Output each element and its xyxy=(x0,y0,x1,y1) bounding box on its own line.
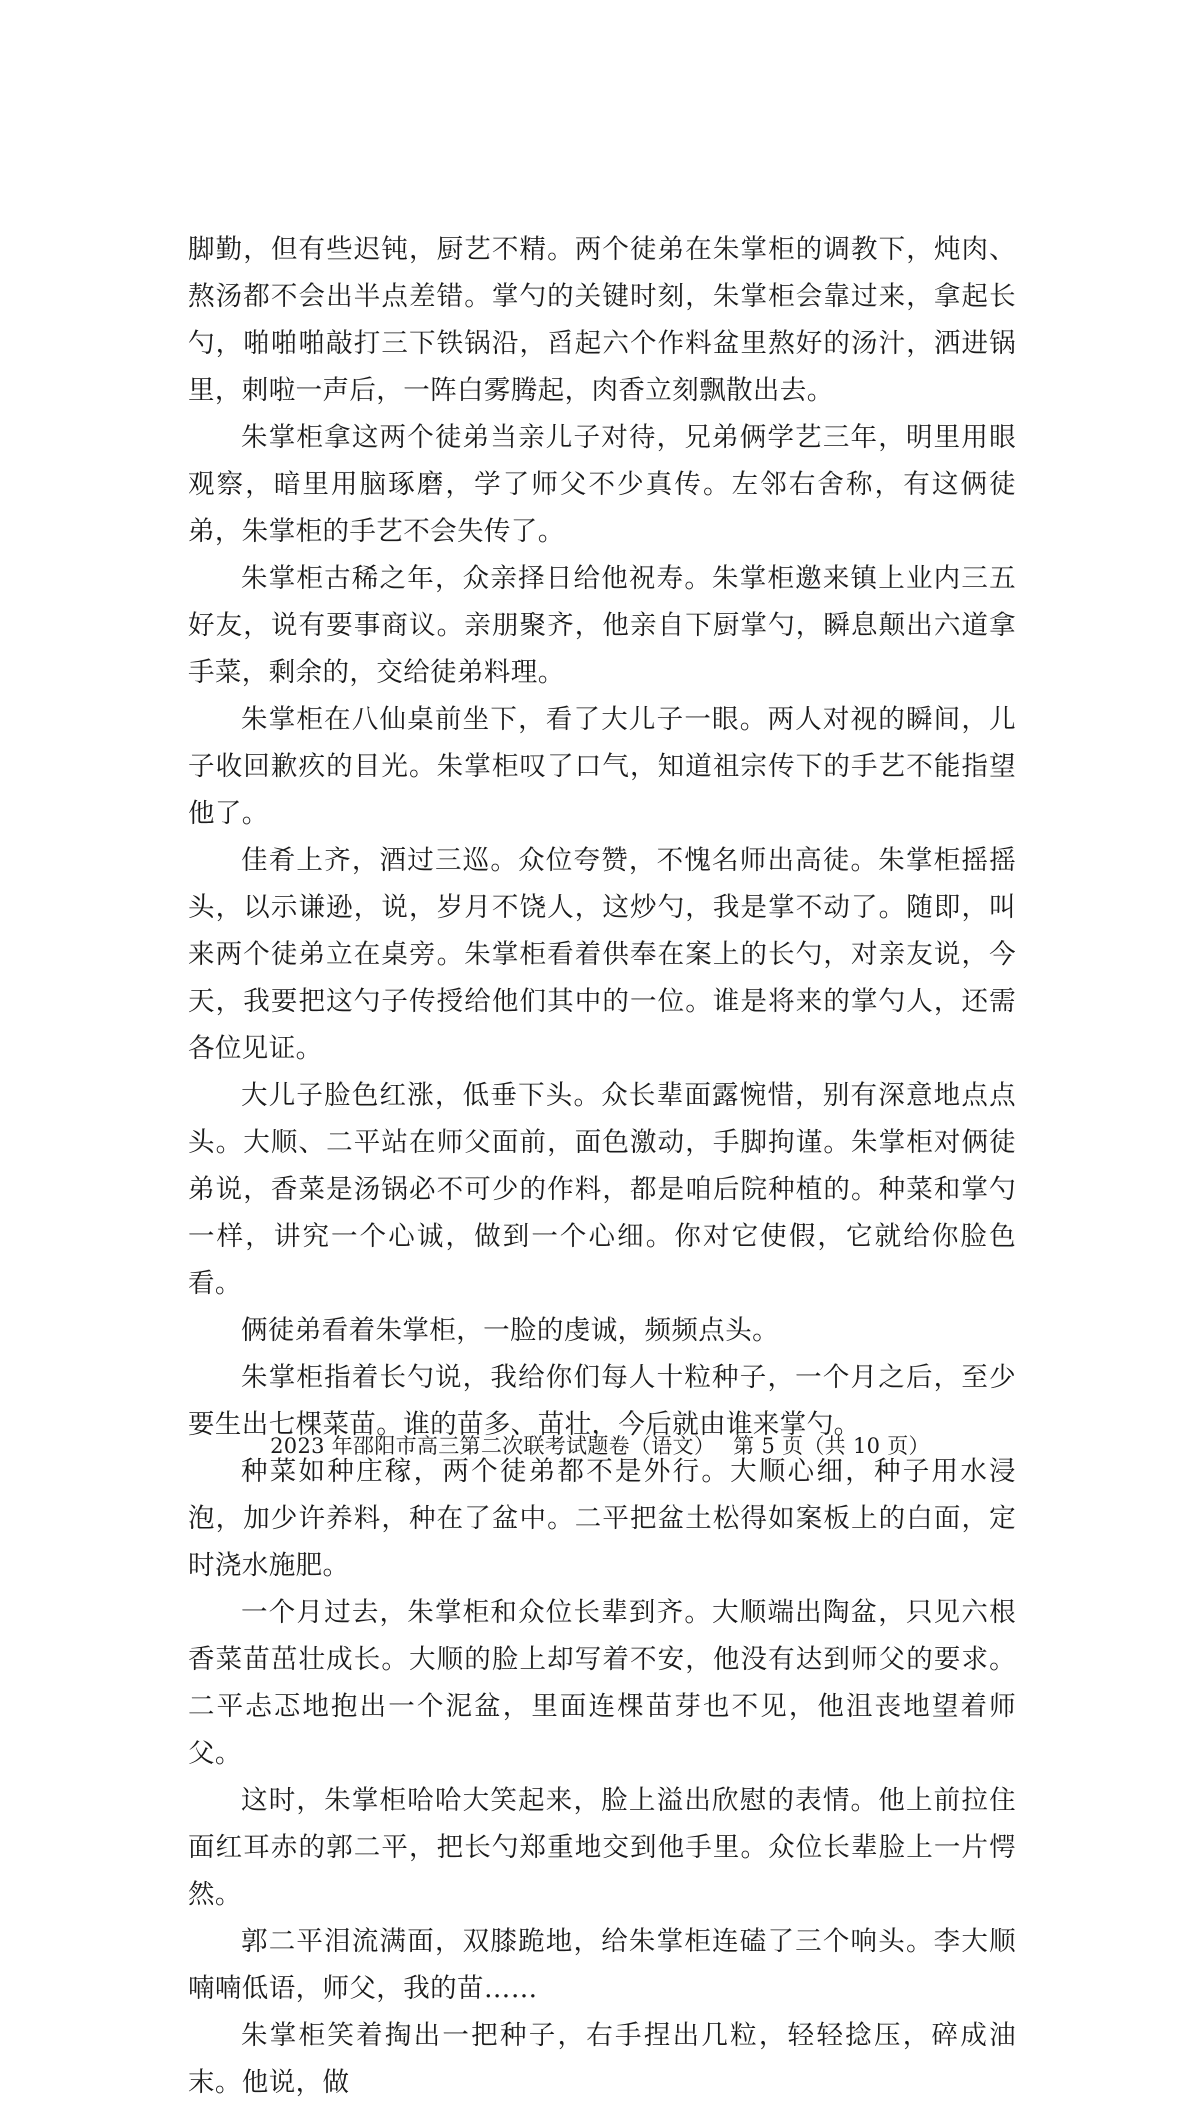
paragraph-1: 脚勤，但有些迟钝，厨艺不精。两个徒弟在朱掌柜的调教下，炖肉、熬汤都不会出半点差错。掌勺的关键时刻，朱掌柜会靠过来，拿起长勺，啪啪啪敲打三下铁锅沿，舀起六个作料盆里熬好的汤汁，洒进锅里，刺啦一声后，一阵白雾腾起，肉香立刻飘散出去。 xyxy=(188,234,1016,406)
exam-title: 2023 年邵阳市高三第二次联考试题卷（语文） xyxy=(270,1434,716,1458)
paragraph-5: 佳肴上齐，酒过三巡。众位夸赞，不愧名师出高徒。朱掌柜摇摇头，以示谦逊，说，岁月不饶人，这炒勺，我是掌不动了。随即，叫来两个徒弟立在桌旁。朱掌柜看着供奉在案上的长勺，对亲友说，今天，我要把这勺子传授给他们其中的一位。谁是将来的掌勺人，还需各位见证。 xyxy=(188,845,1016,1064)
paragraph-7: 俩徒弟看着朱掌柜，一脸的虔诚，频频点头。 xyxy=(241,1315,779,1346)
page-number: 第 5 页（共 10 页） xyxy=(733,1434,930,1458)
paragraph-8: 朱掌柜指着长勺说，我给你们每人十粒种子，一个月之后，至少要生出七棵菜苗。谁的苗多、苗壮，今后就由谁来掌勺。 xyxy=(188,1362,1016,1440)
paragraph-3: 朱掌柜古稀之年，众亲择日给他祝寿。朱掌柜邀来镇上业内三五好友，说有要事商议。亲朋聚齐，他亲自下厨掌勺，瞬息颠出六道拿手菜，剩余的，交给徒弟料理。 xyxy=(188,563,1016,688)
paragraph-13: 朱掌柜笑着掏出一把种子，右手捏出几粒，轻轻捻压，碎成油末。他说，做 xyxy=(188,2020,1016,2098)
paragraph-9: 种菜如种庄稼，两个徒弟都不是外行。大顺心细，种子用水浸泡，加少许养料，种在了盆中。二平把盆土松得如案板上的白面，定时浇水施肥。 xyxy=(188,1456,1016,1581)
paragraph-2: 朱掌柜拿这两个徒弟当亲儿子对待，兄弟俩学艺三年，明里用眼观察，暗里用脑琢磨，学了师父不少真传。左邻右舍称，有这俩徒弟，朱掌柜的手艺不会失传了。 xyxy=(188,422,1016,547)
paragraph-4: 朱掌柜在八仙桌前坐下，看了大儿子一眼。两人对视的瞬间，儿子收回歉疚的目光。朱掌柜叹了口气，知道祖宗传下的手艺不能指望他了。 xyxy=(188,704,1016,829)
paragraph-12: 郭二平泪流满面，双膝跪地，给朱掌柜连磕了三个响头。李大顺喃喃低语，师父，我的苗…… xyxy=(188,1926,1016,2004)
page-footer xyxy=(0,1431,1200,1461)
article-body xyxy=(188,226,1016,2106)
paragraph-11: 这时，朱掌柜哈哈大笑起来，脸上溢出欣慰的表情。他上前拉住面红耳赤的郭二平，把长勺郑重地交到他手里。众位长辈脸上一片愕然。 xyxy=(188,1785,1016,1910)
paragraph-6: 大儿子脸色红涨，低垂下头。众长辈面露惋惜，别有深意地点点头。大顺、二平站在师父面前，面色激动，手脚拘谨。朱掌柜对俩徒弟说，香菜是汤锅必不可少的作料，都是咱后院种植的。种菜和掌勺一样，讲究一个心诚，做到一个心细。你对它使假，它就给你脸色看。 xyxy=(188,1080,1016,1299)
paragraph-10: 一个月过去，朱掌柜和众位长辈到齐。大顺端出陶盆，只见六根香菜苗茁壮成长。大顺的脸上却写着不安，他没有达到师父的要求。二平忐忑地抱出一个泥盆，里面连棵苗芽也不见，他沮丧地望着师父。 xyxy=(188,1597,1016,1769)
